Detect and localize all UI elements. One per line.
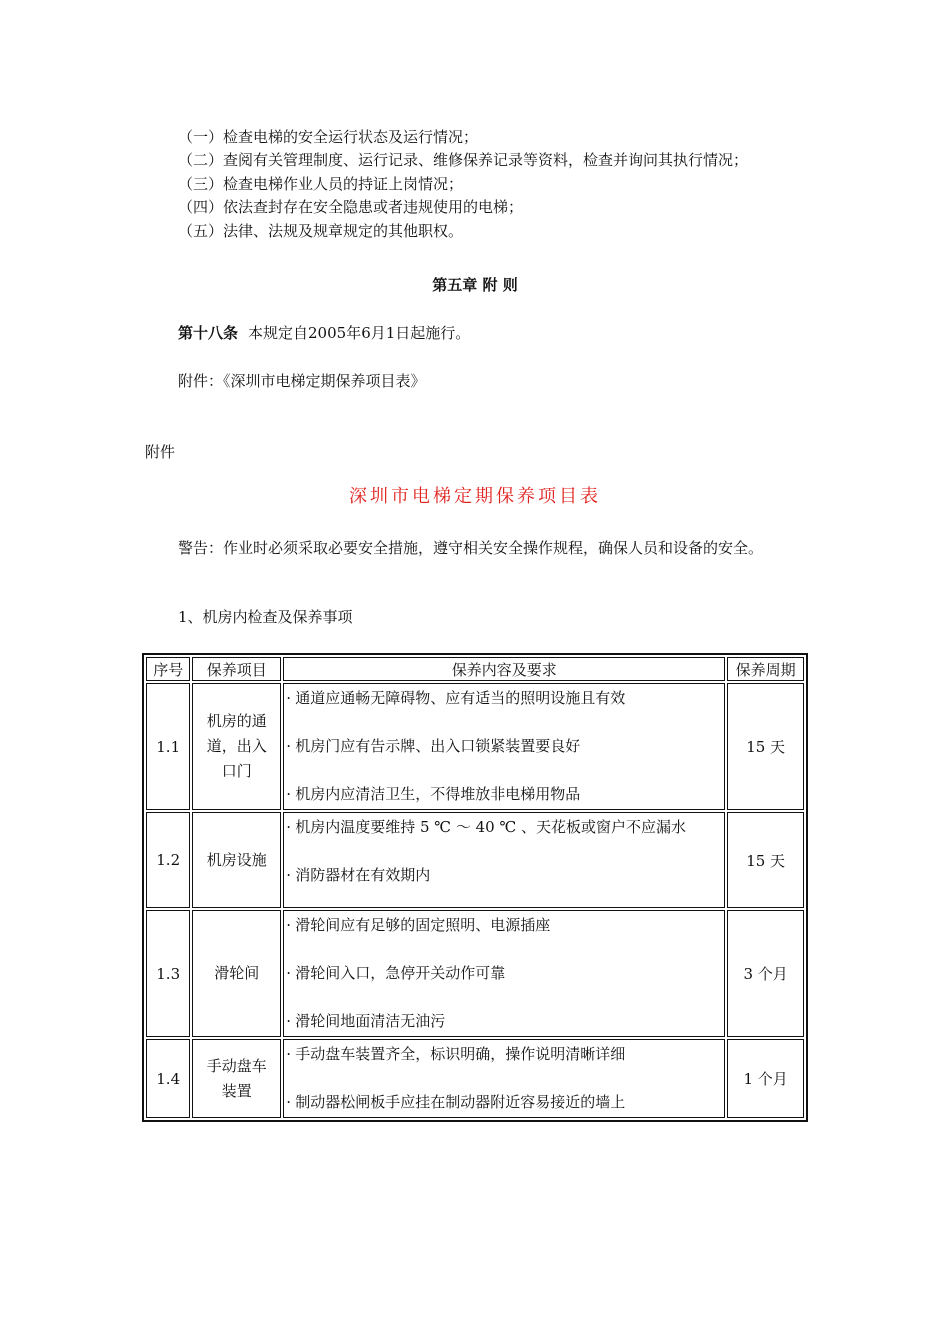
document-title: 深圳市电梯定期保养项目表 <box>349 486 601 507</box>
content-line: · 滑轮间地面清洁无油污 <box>286 1012 446 1030</box>
row-no: 1.1 <box>146 683 190 810</box>
duty-item: （三）检查电梯作业人员的持证上岗情况； <box>178 174 464 193</box>
content-line: · 滑轮间应有足够的固定照明、电源插座 <box>286 916 551 934</box>
header-period: 保养周期 <box>727 657 804 681</box>
content-line: · 通道应通畅无障碍物、应有适当的照明设施且有效 <box>286 689 626 707</box>
row-item: 机房设施 <box>192 812 281 908</box>
row-no: 1.3 <box>146 910 190 1037</box>
article-text: 本规定自2005年6月1日起施行。 <box>248 324 471 342</box>
duties-list <box>178 126 748 243</box>
table-row <box>146 1039 804 1118</box>
attachment-reference: 附件：《深圳市电梯定期保养项目表》 <box>178 372 426 390</box>
row-content <box>283 812 725 908</box>
row-period: 15 天 <box>727 812 804 908</box>
content-line: · 机房门应有告示牌、出入口锁紧装置要良好 <box>286 737 581 755</box>
row-content <box>283 910 725 1037</box>
header-item: 保养项目 <box>192 657 281 681</box>
table-row <box>146 683 804 810</box>
maintenance-table <box>142 653 808 1122</box>
header-content: 保养内容及要求 <box>283 657 725 681</box>
row-period: 3 个月 <box>727 910 804 1037</box>
content-line: · 滑轮间入口，急停开关动作可靠 <box>286 964 506 982</box>
content-line: · 消防器材在有效期内 <box>286 866 431 884</box>
row-content <box>283 683 725 810</box>
row-item-text: 机房的通道，出入口门 <box>206 712 267 780</box>
content-line: · 机房内应清洁卫生，不得堆放非电梯用物品 <box>286 785 581 803</box>
chapter-title: 第五章 附 则 <box>432 276 518 294</box>
attachment-heading: 附件 <box>145 443 176 461</box>
row-item-text: 手动盘车装置 <box>206 1056 267 1100</box>
row-item: 滑轮间 <box>192 910 281 1037</box>
table-row <box>146 910 804 1037</box>
row-content <box>283 1039 725 1118</box>
duty-item: （四）依法查封存在安全隐患或者违规使用的电梯； <box>178 198 524 217</box>
warning-text: 警告：作业时必须采取必要安全措施，遵守相关安全操作规程，确保人员和设备的安全。 <box>178 539 764 557</box>
content-line: · 制动器松闸板手应挂在制动器附近容易接近的墙上 <box>286 1093 626 1111</box>
duty-item: （五）法律、法规及规章规定的其他职权。 <box>178 221 464 240</box>
content-line: · 机房内温度要维持 5 ℃ ～ 40 ℃ 、天花板或窗户不应漏水 <box>286 818 687 836</box>
row-no: 1.2 <box>146 812 190 908</box>
header-no: 序号 <box>146 657 190 681</box>
content-line: · 手动盘车装置齐全，标识明确，操作说明清晰详细 <box>286 1045 626 1063</box>
duty-item: （二）查阅有关管理制度、运行记录、维修保养记录等资料，检查并询问其执行情况； <box>178 151 749 170</box>
row-item <box>192 683 281 810</box>
row-no: 1.4 <box>146 1039 190 1118</box>
section-title: 1、机房内检查及保养事项 <box>178 608 353 626</box>
row-period: 15 天 <box>727 683 804 810</box>
article-18 <box>178 322 470 344</box>
article-label: 第十八条 <box>178 324 239 342</box>
row-item <box>192 1039 281 1118</box>
duty-item: （一）检查电梯的安全运行状态及运行情况； <box>178 128 479 146</box>
row-period: 1 个月 <box>727 1039 804 1118</box>
table-header-row <box>146 657 804 681</box>
table-row <box>146 812 804 908</box>
